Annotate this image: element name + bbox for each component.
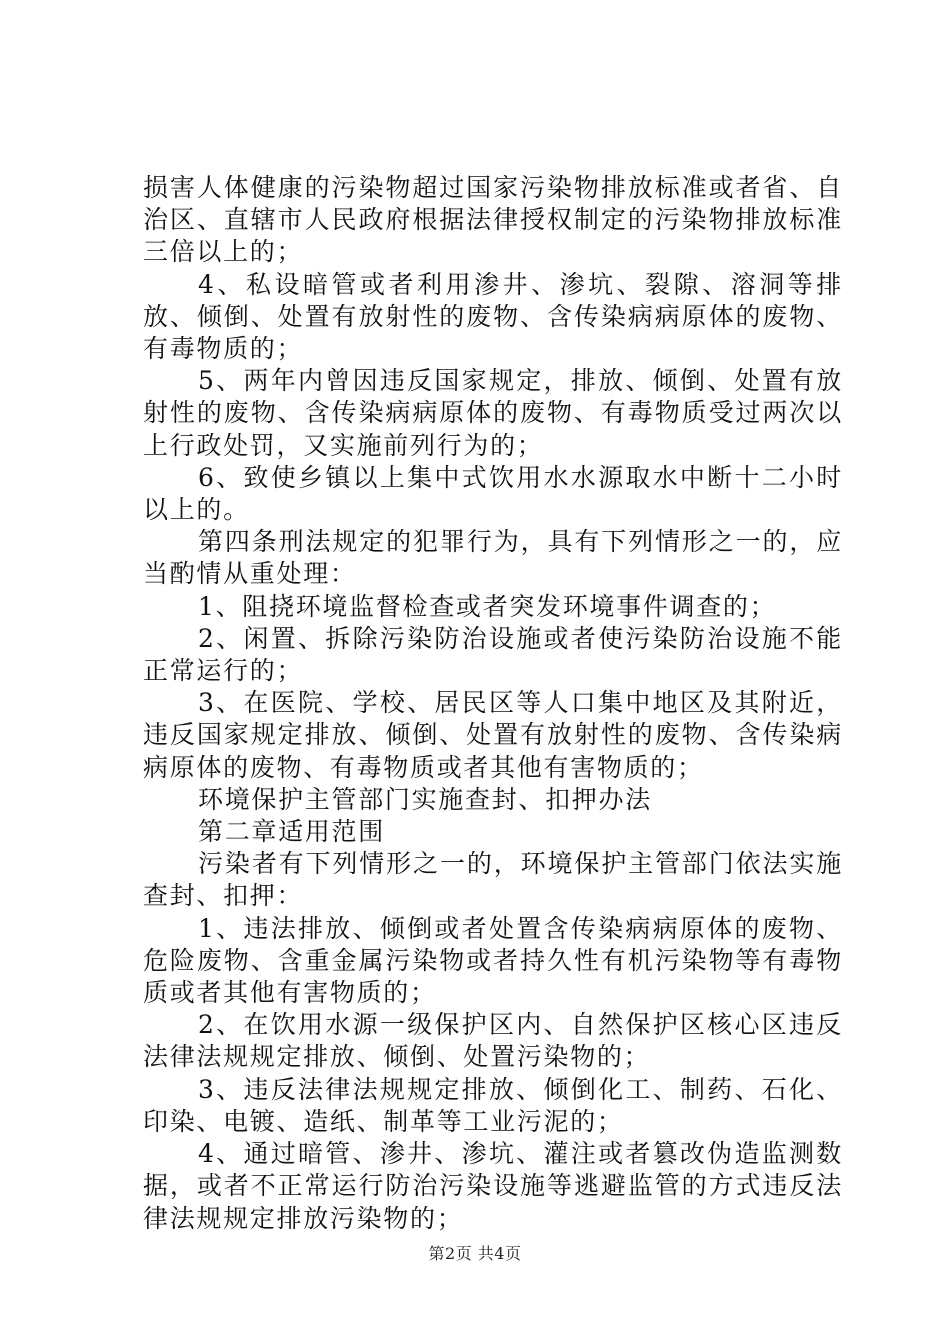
paragraph-12: 3、违反法律法规规定排放、倾倒化工、制药、石化、印染、电镀、造纸、制革等工业污泥的；	[143, 1074, 843, 1136]
paragraph-13: 4、通过暗管、渗井、渗坑、灌注或者篡改伪造监测数据，或者不正常运行防治污染设施等逃避监管的方式违反法律法规规定排放污染物的；	[143, 1139, 843, 1233]
section-heading-2: 第二章适用范围	[198, 817, 385, 847]
document-body	[143, 172, 843, 1235]
paragraph-3: 5、两年内曾因违反国家规定，排放、倾倒、处置有放射性的废物、含传染病病原体的废物、有毒物质受过两次以上行政处罚，又实施前列行为的；	[143, 366, 843, 460]
paragraph-4: 6、致使乡镇以上集中式饮用水水源取水中断十二小时以上的。	[143, 462, 843, 525]
paragraph-10: 1、违法排放、倾倒或者处置含传染病病原体的废物、危险废物、含重金属污染物或者持久性有机污染物等有毒物质或者其他有害物质的；	[143, 913, 843, 1008]
paragraph-11: 2、在饮用水源一级保护区内、自然保护区核心区违反法律法规规定排放、倾倒、处置污染物的；	[143, 1010, 843, 1072]
paragraph-8: 3、在医院、学校、居民区等人口集中地区及其附近，违反国家规定排放、倾倒、处置有放射性的废物、含传染病病原体的废物、有毒物质或者其他有害物质的；	[143, 688, 843, 782]
page-footer: 第2页 共4页	[428, 1244, 522, 1263]
section-heading-1: 环境保护主管部门实施查封、扣押办法	[198, 784, 652, 814]
paragraph-5: 第四条刑法规定的犯罪行为，具有下列情形之一的，应当酌情从重处理：	[143, 527, 843, 589]
paragraph-1: 损害人体健康的污染物超过国家污染物排放标准或者省、自治区、直辖市人民政府根据法律授权制定的污染物排放标准三倍以上的；	[143, 173, 843, 267]
paragraph-6: 1、阻挠环境监督检查或者突发环境事件调查的；	[198, 591, 777, 621]
paragraph-9: 污染者有下列情形之一的，环境保护主管部门依法实施查封、扣押：	[143, 849, 843, 911]
paragraph-2: 4、私设暗管或者利用渗井、渗坑、裂隙、溶洞等排放、倾倒、处置有放射性的废物、含传染病病原体的废物、有毒物质的；	[143, 269, 843, 364]
paragraph-7: 2、闲置、拆除污染防治设施或者使污染防治设施不能正常运行的；	[143, 623, 843, 686]
